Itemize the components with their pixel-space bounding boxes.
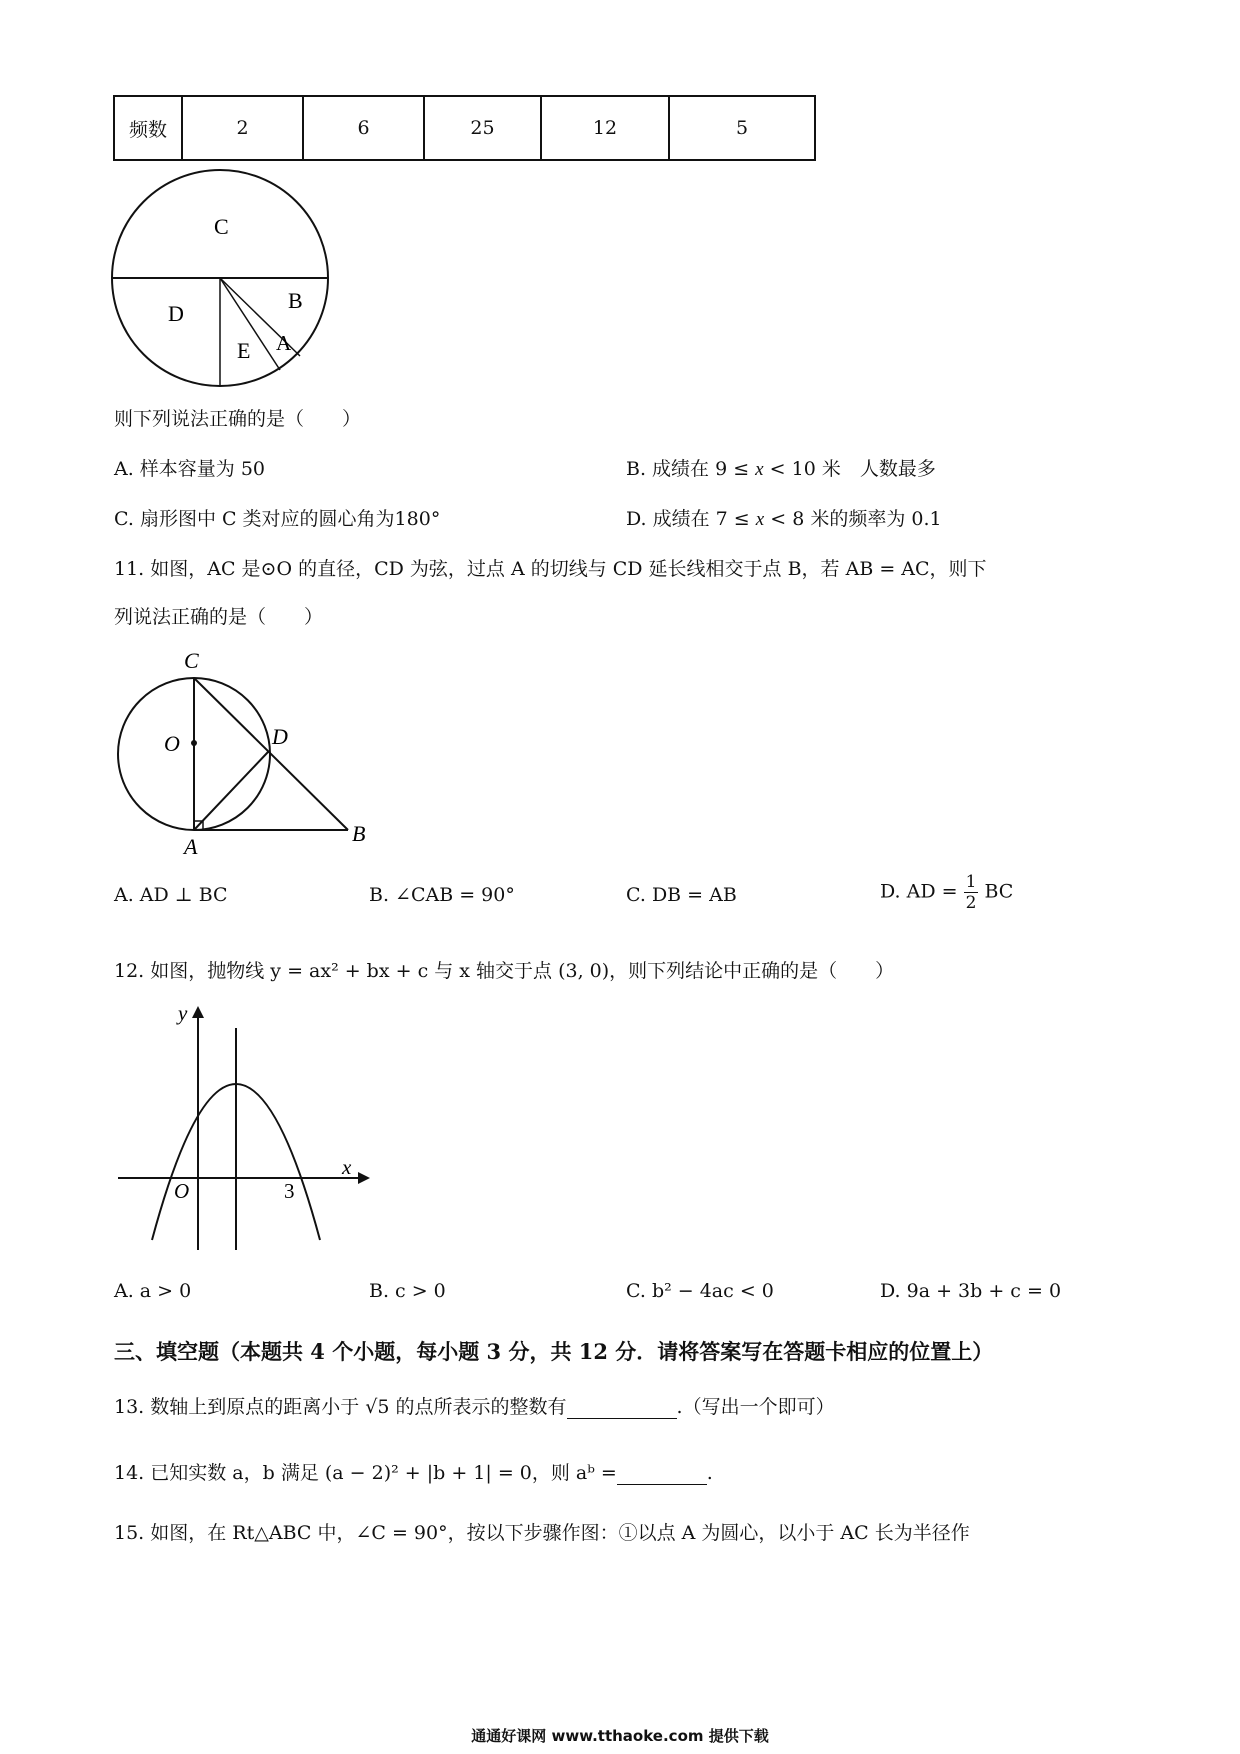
q10-option-a: A. 样本容量为 50 [114,458,266,480]
q15: 15. 如图，在 Rt△ABC 中，∠C = 90°，按以下步骤作图：①以点 A 为圆心，以小于 AC 长为半径作 [114,1522,970,1544]
frequency-table [113,95,816,161]
q11-label-o: O [164,731,180,756]
q11-chord-ad [194,752,268,830]
q12-label-o: O [174,1179,190,1203]
q12-option-d: D. 9a + 3b + c = 0 [880,1280,1062,1302]
q11-option-d-fraction [964,872,979,913]
q11-option-d [880,872,1013,913]
q11-label-b: B [352,821,366,846]
q14-answer-blank [617,1462,707,1485]
q10-option-b-post: < 10 米 人数最多 [763,458,936,480]
q10-option-c: C. 扇形图中 C 类对应的圆心角为180° [114,508,441,530]
table-cell: 6 [303,96,424,160]
q12-label-three: 3 [284,1179,295,1203]
q10-option-d-post: < 8 米的频率为 0.1 [764,508,942,530]
q13-pre: 13. 数轴上到原点的距离小于 √5 的点所表示的整数有 [114,1396,567,1418]
q14 [114,1458,713,1485]
q12-option-c: C. b² − 4ac < 0 [626,1280,774,1302]
table-cell: 5 [669,96,815,160]
q13-post: .（写出一个即可） [676,1396,835,1418]
q11-option-b: B. ∠CAB = 90° [369,884,515,906]
q14-post: . [706,1462,713,1484]
q11-option-c: C. DB = AB [626,884,737,906]
fraction-numerator: 1 [965,872,977,892]
q11-stem-line1: 11. 如图，AC 是⊙O 的直径，CD 为弦，过点 A 的切线与 CD 延长线相交于点 B，若 AB = AC，则下 [114,558,987,580]
q12-label-y: y [178,1001,188,1025]
pie-label-c: C [214,214,229,239]
q11-label-c: C [184,648,199,673]
q11-stem-line2: 列说法正确的是（ ） [114,606,324,628]
q10-option-b [626,454,936,481]
table-cell: 2 [182,96,303,160]
q11-label-a: A [184,834,198,859]
fraction-denominator: 2 [965,893,977,913]
q10-option-d-pre: D. 成绩在 7 ≤ [626,508,756,530]
q11-option-a: A. AD ⊥ BC [114,884,228,906]
q12-label-x: x [342,1155,352,1179]
pie-label-e: E [237,338,251,363]
table-header-cell: 频数 [114,96,182,160]
q10-option-b-var: x [755,459,764,480]
q10-stem: 则下列说法正确的是（ ） [114,408,362,430]
pie-chart-figure [108,166,338,396]
q11-figure [108,644,378,864]
table-cell: 25 [424,96,541,160]
q13-answer-blank [567,1396,677,1419]
section-3-heading: 三、填空题（本题共 4 个小题，每小题 3 分，共 12 分．请将答案写在答题卡相应的位置上） [114,1339,994,1364]
q11-line-cb [194,678,348,830]
q13 [114,1392,835,1419]
q14-pre: 14. 已知实数 a，b 满足 (a − 2)² + |b + 1| = 0，则 aᵇ = [114,1462,617,1484]
table-cell: 12 [541,96,669,160]
q10-option-d [626,504,942,531]
pie-label-d: D [168,301,184,326]
q12-option-b: B. c > 0 [369,1280,446,1302]
q12-option-a: A. a > 0 [114,1280,192,1302]
pie-label-b: B [288,288,303,313]
q10-option-b-pre: B. 成绩在 9 ≤ [626,458,756,480]
q11-label-d: D [272,724,288,749]
footer-source: 通通好课网 www.tthaoke.com 提供下载 [471,1727,769,1745]
q12-stem: 12. 如图，抛物线 y = ax² + bx + c 与 x 轴交于点 (3, 0)，则下列结论中正确的是（ ） [114,960,895,982]
q11-option-d-pre: D. AD = [880,880,958,903]
table-row [114,96,815,160]
q12-x-arrow [358,1172,370,1184]
q11-option-d-post: BC [984,880,1014,903]
q10-option-d-var: x [755,509,765,530]
q11-center-dot [191,740,197,746]
q12-y-arrow [192,1006,204,1018]
q12-figure [108,1000,370,1262]
pie-label-a: A [276,331,292,355]
